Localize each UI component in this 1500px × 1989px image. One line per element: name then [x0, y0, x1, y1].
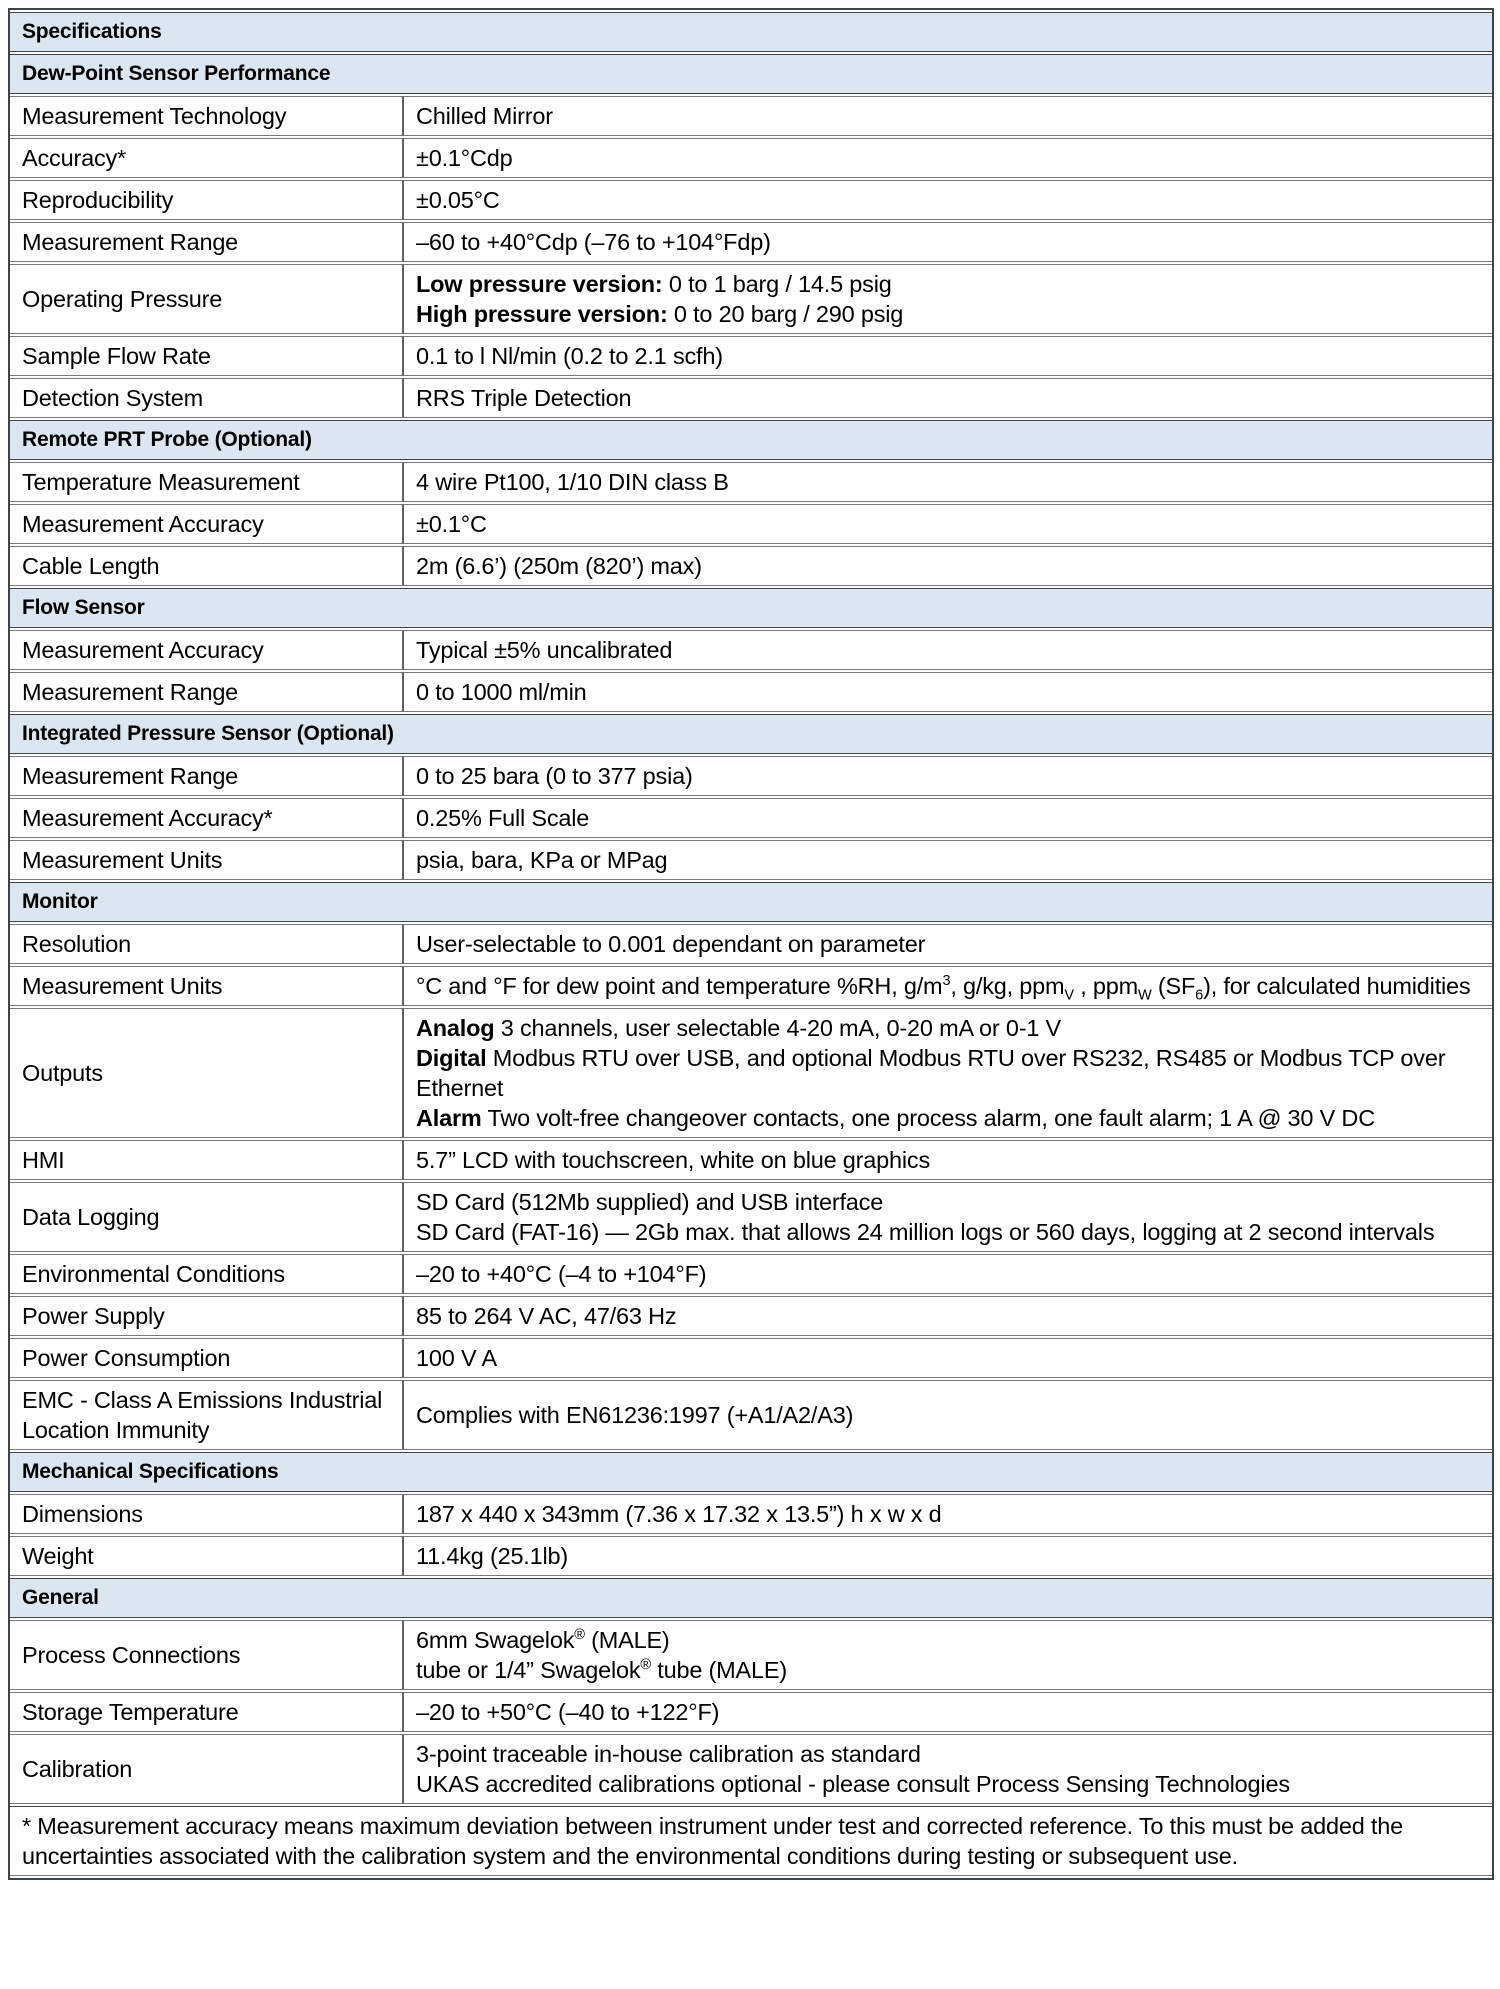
spec-label: Cable Length	[10, 546, 404, 586]
section-header: Mechanical Specifications	[10, 1452, 1492, 1492]
spec-label: Sample Flow Rate	[10, 336, 404, 376]
section-header: Flow Sensor	[10, 588, 1492, 628]
spec-value: 0.1 to l Nl/min (0.2 to 2.1 scfh)	[404, 336, 1492, 376]
title-body	[10, 12, 1492, 52]
spec-label: Dimensions	[10, 1494, 404, 1534]
spec-label: EMC - Class A Emissions Industrial Location Immunity	[10, 1380, 404, 1450]
section-header: Monitor	[10, 882, 1492, 922]
spec-value: 3-point traceable in-house calibration as standard UKAS accredited calibrations optional - please consult Process Sensing Technologies	[404, 1734, 1492, 1804]
section-header-row	[10, 420, 1492, 460]
spec-value: User-selectable to 0.001 dependant on parameter	[404, 924, 1492, 964]
spec-row	[10, 1536, 1492, 1576]
spec-row	[10, 462, 1492, 502]
spec-value: ±0.05°C	[404, 180, 1492, 220]
spec-value: ±0.1°C	[404, 504, 1492, 544]
spec-row	[10, 96, 1492, 136]
spec-row	[10, 546, 1492, 586]
spec-row	[10, 180, 1492, 220]
spec-value: 2m (6.6’) (250m (820’) max)	[404, 546, 1492, 586]
spec-row	[10, 1182, 1492, 1252]
spec-value: psia, bara, KPa or MPag	[404, 840, 1492, 880]
spec-label: Power Consumption	[10, 1338, 404, 1378]
spec-value: 6mm Swagelok® (MALE) tube or 1/4” Swagelok® tube (MALE)	[404, 1620, 1492, 1690]
spec-label: Measurement Units	[10, 840, 404, 880]
spec-row	[10, 1494, 1492, 1534]
spec-value: –20 to +50°C (–40 to +122°F)	[404, 1692, 1492, 1732]
spec-value: –60 to +40°Cdp (–76 to +104°Fdp)	[404, 222, 1492, 262]
footnote-body	[10, 1806, 1492, 1876]
spec-value: Complies with EN61236:1997 (+A1/A2/A3)	[404, 1380, 1492, 1450]
spec-label: Reproducibility	[10, 180, 404, 220]
spec-row	[10, 672, 1492, 712]
spec-label: Measurement Accuracy	[10, 504, 404, 544]
spec-label: Process Connections	[10, 1620, 404, 1690]
spec-label: Measurement Accuracy*	[10, 798, 404, 838]
spec-value: 4 wire Pt100, 1/10 DIN class B	[404, 462, 1492, 502]
spec-row	[10, 798, 1492, 838]
spec-value: –20 to +40°C (–4 to +104°F)	[404, 1254, 1492, 1294]
section-header: Dew-Point Sensor Performance	[10, 54, 1492, 94]
spec-value: 0 to 1000 ml/min	[404, 672, 1492, 712]
section-header: Remote PRT Probe (Optional)	[10, 420, 1492, 460]
spec-label: Storage Temperature	[10, 1692, 404, 1732]
spec-label: Measurement Accuracy	[10, 630, 404, 670]
spec-row	[10, 1380, 1492, 1450]
spec-row	[10, 840, 1492, 880]
spec-row	[10, 138, 1492, 178]
spec-label: Data Logging	[10, 1182, 404, 1252]
spec-row	[10, 1254, 1492, 1294]
spec-label: Operating Pressure	[10, 264, 404, 334]
page-title: Specifications	[10, 12, 1492, 52]
spec-row	[10, 756, 1492, 796]
section-header-row	[10, 1452, 1492, 1492]
spec-label: Weight	[10, 1536, 404, 1576]
spec-value: RRS Triple Detection	[404, 378, 1492, 418]
spec-label: Measurement Units	[10, 966, 404, 1006]
section-header-row	[10, 588, 1492, 628]
spec-label: Measurement Technology	[10, 96, 404, 136]
footnote-text: * Measurement accuracy means maximum deviation between instrument under test and corrected reference. To this must be added the uncertainties associated with the calibration system and the environmental conditions during testing or subsequent use.	[10, 1806, 1492, 1876]
spec-label: Temperature Measurement	[10, 462, 404, 502]
spec-label: Outputs	[10, 1008, 404, 1138]
spec-row	[10, 1734, 1492, 1804]
spec-value: 85 to 264 V AC, 47/63 Hz	[404, 1296, 1492, 1336]
spec-label: Environmental Conditions	[10, 1254, 404, 1294]
spec-value: ±0.1°Cdp	[404, 138, 1492, 178]
table-title-row	[10, 12, 1492, 52]
spec-label: Power Supply	[10, 1296, 404, 1336]
spec-row	[10, 924, 1492, 964]
spec-row	[10, 1620, 1492, 1690]
spec-value: 187 x 440 x 343mm (7.36 x 17.32 x 13.5”) h x w x d	[404, 1494, 1492, 1534]
spec-value: 5.7” LCD with touchscreen, white on blue graphics	[404, 1140, 1492, 1180]
spec-value: 100 V A	[404, 1338, 1492, 1378]
spec-row	[10, 1008, 1492, 1138]
spec-row	[10, 1692, 1492, 1732]
spec-label: Measurement Range	[10, 756, 404, 796]
spec-value: 11.4kg (25.1lb)	[404, 1536, 1492, 1576]
section-header: Integrated Pressure Sensor (Optional)	[10, 714, 1492, 754]
section-header: General	[10, 1578, 1492, 1618]
spec-label: Resolution	[10, 924, 404, 964]
spec-row	[10, 1140, 1492, 1180]
spec-value: °C and °F for dew point and temperature %RH, $g/m^3$, g/kg, ppm$_V$ , ppm$_W$ $(SF_6)$, for calculated humidities	[404, 966, 1492, 1006]
section-header-row	[10, 882, 1492, 922]
spec-label: Measurement Range	[10, 672, 404, 712]
spec-label: HMI	[10, 1140, 404, 1180]
section-header-row	[10, 54, 1492, 94]
spec-value: Low pressure version: 0 to 1 barg / 14.5 psig High pressure version: 0 to 20 barg / 290 psig	[404, 264, 1492, 334]
spec-value: 0 to 25 bara (0 to 377 psia)	[404, 756, 1492, 796]
spec-label: Detection System	[10, 378, 404, 418]
spec-table-body	[10, 54, 1492, 1804]
section-header-row	[10, 1578, 1492, 1618]
footnote-row	[10, 1806, 1492, 1876]
spec-label: Accuracy*	[10, 138, 404, 178]
spec-value: SD Card (512Mb supplied) and USB interface SD Card (FAT-16) — 2Gb max. that allows 24 million logs or 560 days, logging at 2 second intervals	[404, 1182, 1492, 1252]
spec-row	[10, 378, 1492, 418]
spec-row	[10, 1338, 1492, 1378]
section-header-row	[10, 714, 1492, 754]
spec-value: Analog 3 channels, user selectable 4-20 mA, 0-20 mA or 0-1 V Digital Modbus RTU over USB, and optional Modbus RTU over RS232, RS485 or Modbus TCP over Ethernet Alarm Two volt-free changeover contacts, one process alarm, one fault alarm; 1 A @ 30 V DC	[404, 1008, 1492, 1138]
spec-value: Typical ±5% uncalibrated	[404, 630, 1492, 670]
specifications-table	[8, 8, 1494, 1880]
spec-value: Chilled Mirror	[404, 96, 1492, 136]
spec-row	[10, 966, 1492, 1006]
spec-row	[10, 264, 1492, 334]
spec-row	[10, 1296, 1492, 1336]
spec-row	[10, 336, 1492, 376]
spec-row	[10, 630, 1492, 670]
spec-row	[10, 504, 1492, 544]
spec-row	[10, 222, 1492, 262]
spec-label: Calibration	[10, 1734, 404, 1804]
spec-value: 0.25% Full Scale	[404, 798, 1492, 838]
spec-label: Measurement Range	[10, 222, 404, 262]
